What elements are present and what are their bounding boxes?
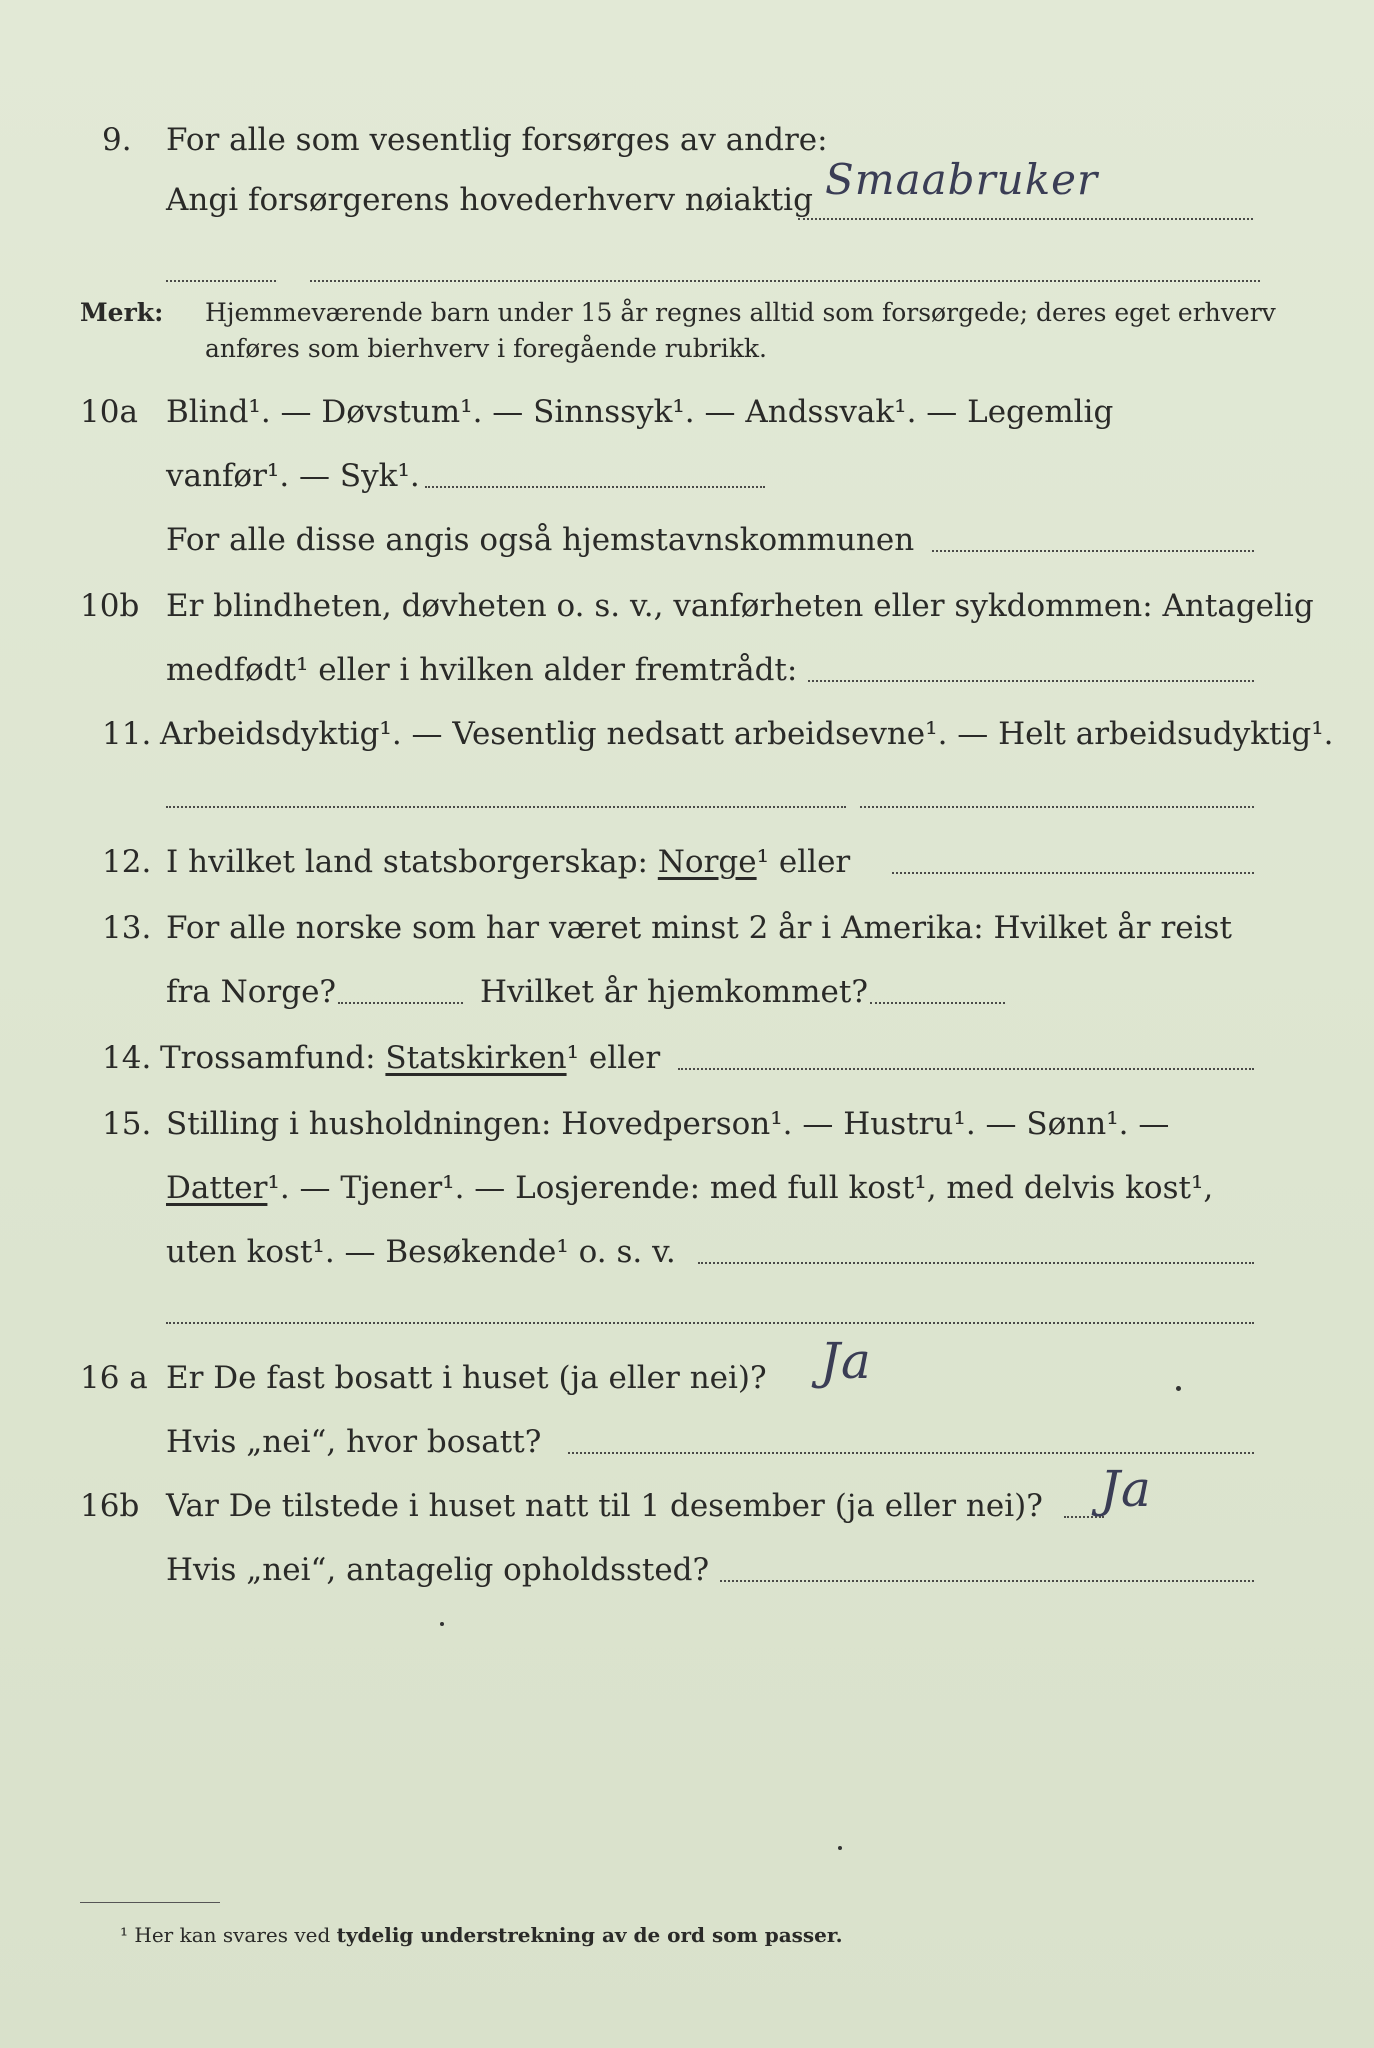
q9-answer-line	[798, 218, 1253, 220]
q15-row3	[80, 1222, 1280, 1282]
q16b-line2: Hvis „nei“, antagelig opholdssted?	[166, 1552, 710, 1588]
q10a-row1	[80, 382, 1280, 442]
q12-norge: Norge	[657, 844, 757, 880]
q10a-number: 10a	[80, 394, 138, 430]
q11-line1: Arbeidsdyktig¹. — Vesentlig nedsatt arbeidsevne¹. — Helt arbeidsudyktig¹.	[160, 716, 1334, 752]
q10b-row1	[80, 576, 1314, 636]
q10b-line1: Er blindheten, døvheten o. s. v., vanførheten eller sykdommen: Antagelig	[166, 588, 1314, 624]
q10a-line3: For alle disse angis også hjemstavnskommunen	[166, 522, 915, 558]
q15-row1	[80, 1094, 1280, 1154]
ink-speck	[838, 1846, 842, 1850]
footnote	[120, 1920, 843, 1950]
footnote-text-plain: Her kan svares ved	[134, 1923, 331, 1947]
q16a-line1: Er De fast bosatt i huset (ja eller nei)?	[166, 1360, 767, 1396]
q9-line1: For alle som vesentlig forsørges av andre:	[166, 122, 828, 158]
q15-extra-line	[166, 1322, 1254, 1324]
q16a-number: 16 a	[80, 1360, 148, 1396]
q9-extra-line-a	[166, 280, 276, 282]
q15-datter: Datter	[166, 1170, 268, 1206]
q15-line2	[166, 1158, 1213, 1218]
q13-line2b: Hvilket år hjemkommet?	[480, 974, 868, 1010]
q9-answer: Smaabruker	[825, 155, 1099, 204]
q13-reist-line	[338, 1002, 463, 1004]
q15-line2-rest: ¹. — Tjener¹. — Losjerende: med full kost¹, med delvis kost¹,	[267, 1170, 1214, 1206]
q16b-line1: Var De tilstede i huset natt til 1 desember (ja eller nei)?	[166, 1488, 1043, 1524]
q14-number: 14.	[102, 1040, 152, 1076]
merk-label: Merk:	[80, 298, 164, 327]
q16b-opholdssted-line	[720, 1580, 1254, 1582]
q16a-line2: Hvis „nei“, hvor bosatt?	[166, 1424, 542, 1460]
q12-answer-line	[892, 872, 1254, 874]
q11-line-a	[166, 806, 846, 808]
merk-text: Hjemmeværende barn under 15 år regnes alltid som forsørgede; deres eget erhverv anføres som bierhverv i foregående rubrikk.	[205, 298, 1276, 363]
footnote-rule	[80, 1902, 220, 1903]
q15-number: 15.	[102, 1106, 152, 1142]
q9-extra-line-b	[310, 280, 1260, 282]
q12-post: ¹ eller	[756, 844, 851, 880]
q13-row2	[80, 962, 1280, 1022]
q13-row1	[80, 898, 1280, 958]
footnote-text-bold: tydelig understrekning av de ord som passer.	[336, 1923, 843, 1947]
q14-statskirken: Statskirken	[385, 1040, 567, 1076]
q10a-row3	[80, 510, 1280, 570]
q14-pre: Trossamfund:	[160, 1040, 376, 1076]
q11-line-b	[860, 806, 1254, 808]
q11-number: 11.	[102, 716, 152, 752]
q11-row1	[80, 704, 1334, 764]
q12-row	[80, 832, 1280, 892]
q10b-number: 10b	[80, 588, 140, 624]
q14-row	[80, 1028, 1280, 1088]
q10b-line2: medfødt¹ eller i hvilken alder fremtrådt:	[166, 652, 798, 688]
q15-answer-line	[698, 1262, 1254, 1264]
q16a-bosatt-line	[568, 1452, 1254, 1454]
q12-number: 12.	[102, 844, 152, 880]
q16b-number: 16b	[80, 1488, 140, 1524]
q12-text	[166, 832, 850, 892]
footnote-mark: ¹	[120, 1923, 129, 1947]
q14-answer-line	[678, 1068, 1254, 1070]
q16a-row1	[80, 1348, 1280, 1408]
q10a-line2: vanfør¹. — Syk¹.	[166, 458, 420, 494]
q9-line2: Angi forsørgerens hovederhverv nøiaktig	[166, 182, 813, 218]
q16b-answer: Ja	[1100, 1460, 1152, 1518]
q15-line1: Stilling i husholdningen: Hovedperson¹. — Hustru¹. — Sønn¹. —	[166, 1106, 1170, 1142]
q10a-syk-line	[425, 486, 765, 488]
q15-row2	[80, 1158, 1280, 1218]
q13-line1: For alle norske som har været minst 2 år i Amerika: Hvilket år reist	[166, 910, 1232, 946]
q14-text	[160, 1028, 660, 1088]
q10b-alder-line	[808, 680, 1254, 682]
q16b-answer-line	[1064, 1516, 1104, 1518]
q16a-answer: Ja	[820, 1332, 872, 1390]
q9-row2	[80, 170, 1280, 230]
q10a-row2	[80, 446, 1280, 506]
q13-number: 13.	[102, 910, 152, 946]
q9-row1	[80, 110, 1280, 170]
q12-pre: I hvilket land statsborgerskap:	[166, 844, 648, 880]
q10a-line1: Blind¹. — Døvstum¹. — Sinnssyk¹. — Andssvak¹. — Legemlig	[166, 394, 1114, 430]
q14-post: ¹ eller	[566, 1040, 661, 1076]
q13-line2a: fra Norge?	[166, 974, 337, 1010]
q15-line3: uten kost¹. — Besøkende¹ o. s. v.	[166, 1234, 676, 1270]
ink-speck	[440, 1622, 444, 1626]
q9-number: 9.	[102, 122, 132, 158]
q13-hjemkommet-line	[870, 1002, 1005, 1004]
ink-speck	[1176, 1386, 1181, 1391]
q10b-row2	[80, 640, 1280, 700]
q16b-row2	[80, 1540, 1280, 1600]
q10a-kommune-line	[932, 550, 1254, 552]
